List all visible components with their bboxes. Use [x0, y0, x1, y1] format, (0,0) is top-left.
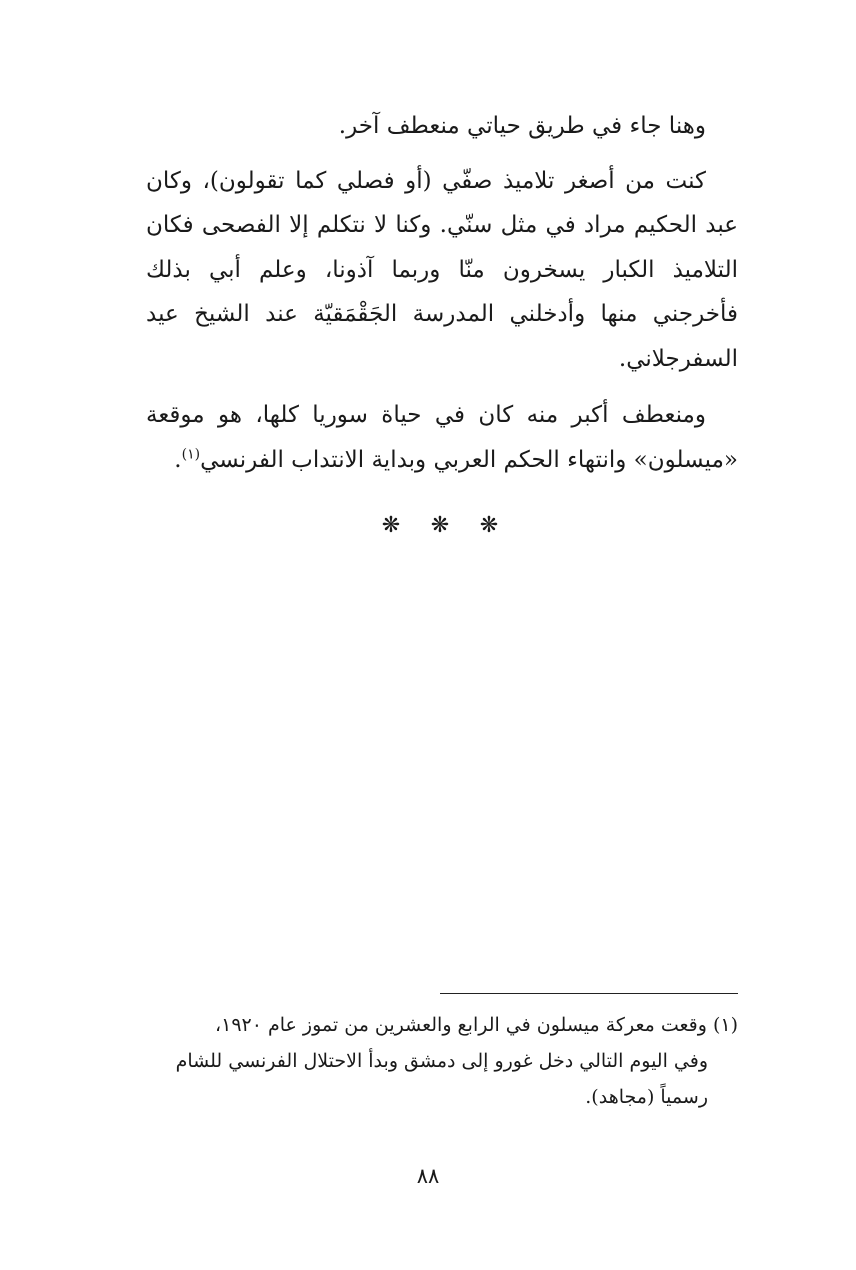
paragraph-2: كنت من أصغر تلاميذ صفّي (أو فصلي كما تقولون)، وكان عبد الحكيم مراد في مثل سنّي. وكنا لا نتكلم إلا الفصحى فكان التلاميذ الكبار يسخرون منّا وربما آذونا، وعلم أبي بذلك فأخرجني منها وأدخلني المدرسة الجَقْمَقيّة عند الشيخ عيد السفرجلاني.: [146, 167, 738, 372]
page-number: ٨٨: [416, 1164, 440, 1188]
asterism-icon: ❋: [430, 513, 450, 538]
main-text: [146, 104, 738, 494]
paragraph-3-text: ومنعطف أكبر منه كان في حياة سوريا كلها، هو موقعة «ميسلون» وانتهاء الحكم العربي وبداية الانتداب الفرنسي: [146, 402, 738, 473]
footnote-reference[interactable]: (١): [181, 445, 201, 462]
footnote-line-3: رسمياً (مجاهد).: [585, 1086, 708, 1108]
asterism-icon: ❋: [479, 513, 499, 538]
footnote-line-1: (١) وقعت معركة ميسلون في الرابع والعشرين من تموز عام ١٩٢٠،: [214, 1014, 738, 1036]
paragraph-3-period: .: [174, 446, 182, 473]
section-break: [380, 513, 500, 538]
paragraph-1: وهنا جاء في طريق حياتي منعطف آخر.: [338, 113, 706, 139]
footnote: [146, 1007, 738, 1115]
footnote-line-2: وفي اليوم التالي دخل غورو إلى دمشق وبدأ الاحتلال الفرنسي للشام: [175, 1050, 708, 1072]
asterism-icon: ❋: [381, 513, 401, 538]
footnote-divider: [440, 993, 738, 994]
paragraph-3: [146, 393, 738, 482]
